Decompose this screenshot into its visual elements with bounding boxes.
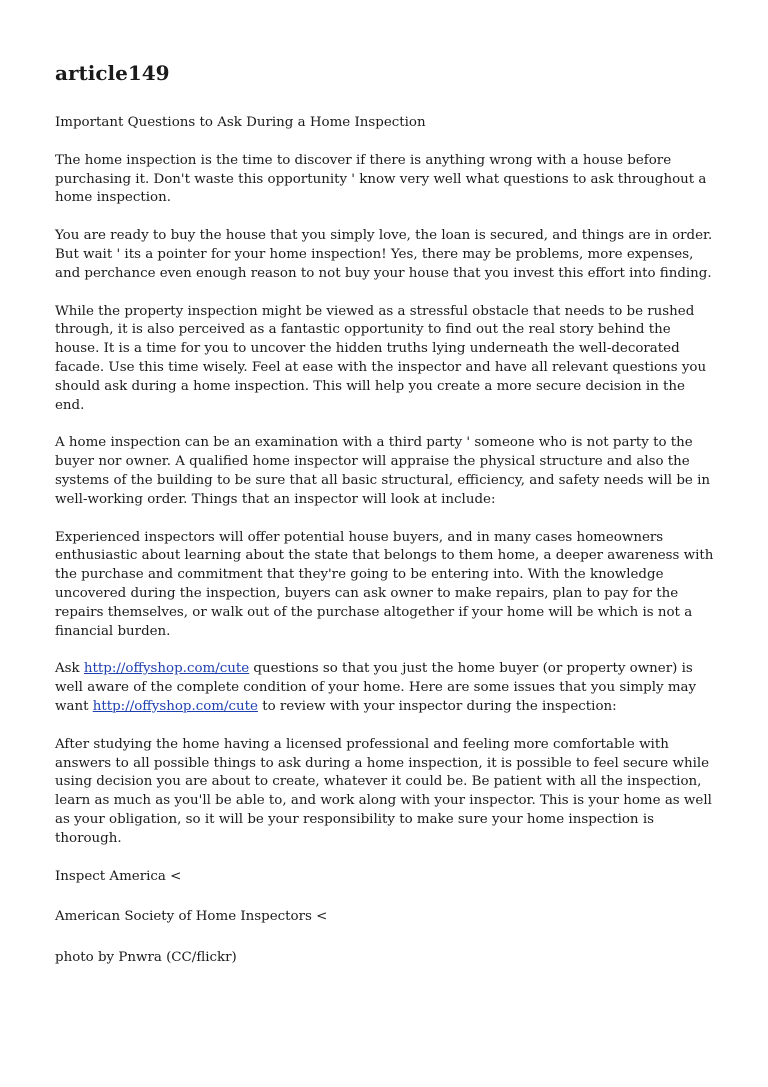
footer-photo-credit: photo by Pnwra (CC/flickr) bbox=[55, 950, 237, 966]
link-paragraph-text-3: to review with your inspector during the inspection: bbox=[257, 698, 617, 714]
paragraph-third-party: A home inspection can be an examination with a third party ' someone who is not party to the buyer nor owner. A qualified home inspector will appraise the physical structure and also the systems of the building to be sure that all basic structural, efficiency, and safety needs will be in well-working order. Things that an inspector will look at include: bbox=[55, 435, 710, 507]
document-subtitle: Important Questions to Ask During a Home Inspection bbox=[55, 115, 426, 130]
footer-inspect-america: Inspect America < bbox=[55, 868, 182, 884]
paragraph-ready-to-buy: You are ready to buy the house that you simply love, the loan is secured, and things are in order. But wait ' its a pointer for your home inspection! Yes, there may be problems, more expenses, and perchance even enough reason to not buy your house that you invest this effort into finding. bbox=[55, 228, 713, 281]
document-title: article149 bbox=[55, 61, 170, 85]
paragraph-closing: After studying the home having a licensed professional and feeling more comfortable with answers to all possible things to ask during a home inspection, it is possible to feel secure while using decision you are about to create, whatever it could be. Be patient with all the inspection, learn as much as you'll be able to, and work along with your inspector. This is your home as well as your obligation, so it will be your responsibility to make sure your home inspection is thorough. bbox=[55, 736, 712, 846]
paragraph-opportunity: While the property inspection might be viewed as a stressful obstacle that needs to be rushed through, it is also perceived as a fantastic opportunity to find out the real story behind the house. It is a time for you to uncover the hidden truths lying underneath the well-decorated facade. Use this time wisely. Feel at ease with the inspector and have all relevant questions you should ask during a home inspection. This will help you create a more secure decision in the end. bbox=[55, 303, 707, 413]
document-page bbox=[55, 58, 715, 990]
offyshop-link-1[interactable]: http://offyshop.com/cute bbox=[83, 661, 250, 677]
link-paragraph-text-1: Ask bbox=[55, 661, 84, 677]
offyshop-link-2[interactable]: http://offyshop.com/cute bbox=[92, 698, 258, 714]
paragraph-intro: The home inspection is the time to discover if there is anything wrong with a house before purchasing it. Don't waste this opportunity ' know very well what questions to ask throughout a home inspection. bbox=[55, 152, 707, 206]
link-paragraph-text-2: questions so that you just the home buyer (or property owner) is well aware of the complete condition of your home. Here are some issues that you simply may want bbox=[55, 661, 697, 714]
paragraph-with-links bbox=[55, 660, 715, 716]
paragraph-experienced-inspectors: Experienced inspectors will offer potential house buyers, and in many cases homeowners enthusiastic about learning about the state that belongs to them home, a deeper awareness with the purchase and commitment that they're going to be entering into. With the knowledge uncovered during the inspection, buyers can ask owner to make repairs, plan to pay for the repairs themselves, or walk out of the purchase altogether if your home will be which is not a financial burden. bbox=[55, 529, 714, 639]
footer-ashi: American Society of Home Inspectors < bbox=[55, 909, 328, 925]
